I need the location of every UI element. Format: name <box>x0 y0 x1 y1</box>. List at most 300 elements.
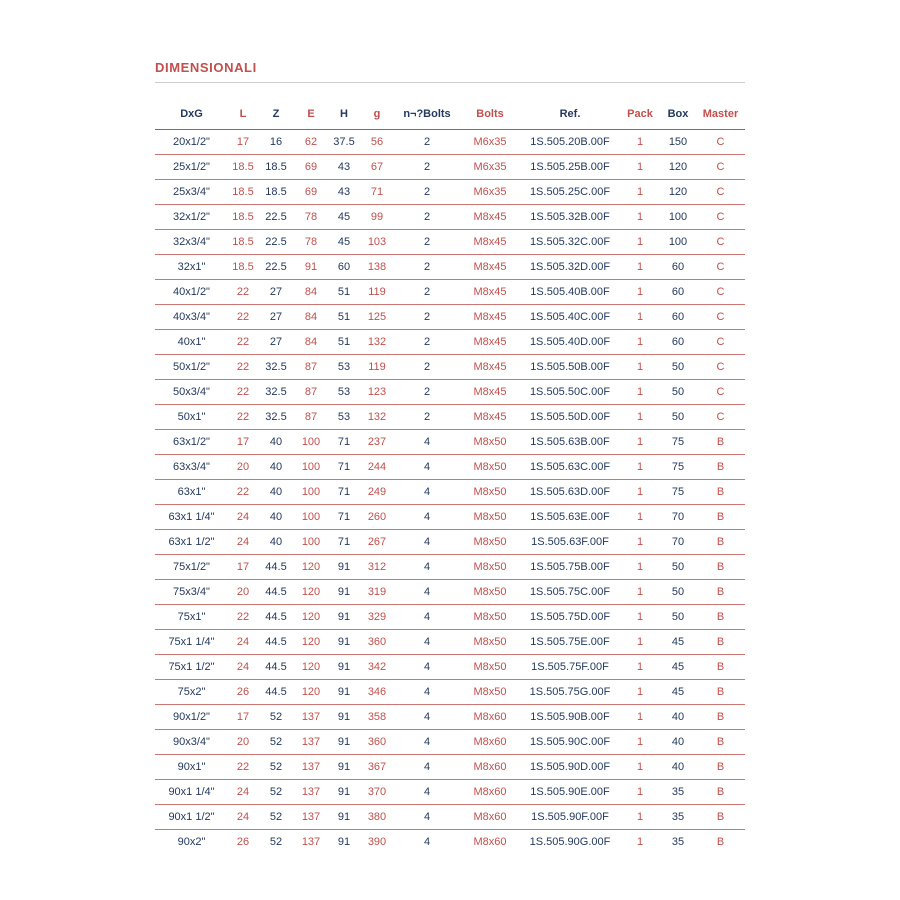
table-cell: B <box>716 710 725 723</box>
table-cell: 1 <box>636 460 644 473</box>
table-cell: 103 <box>367 235 387 248</box>
table-cell: M8x60 <box>473 760 507 773</box>
table-cell: 50x1/2" <box>173 360 210 373</box>
table-cell: 91 <box>337 835 351 848</box>
table-cell: C <box>716 235 725 248</box>
table-cell: 4 <box>423 835 431 848</box>
table-cell: 1S.505.50B.00F <box>530 360 610 373</box>
table-cell: 4 <box>423 435 431 448</box>
table-row <box>155 179 745 204</box>
table-cell: 44.5 <box>265 610 287 623</box>
table-cell: 22.5 <box>265 260 287 273</box>
table-cell: 24 <box>236 535 250 548</box>
table-cell: 137 <box>301 710 321 723</box>
table-cell: 40 <box>269 460 283 473</box>
table-cell: 87 <box>304 410 318 423</box>
table-cell: 22 <box>236 360 250 373</box>
table-cell: 1S.505.63B.00F <box>530 435 610 448</box>
table-cell: 40 <box>269 510 283 523</box>
table-cell: 2 <box>423 235 431 248</box>
dimensional-sheet <box>155 60 745 854</box>
table-cell: 22 <box>236 410 250 423</box>
table-cell: 91 <box>337 710 351 723</box>
table-cell: M8x45 <box>473 235 507 248</box>
column-header: E <box>307 107 315 120</box>
table-cell: 2 <box>423 385 431 398</box>
table-cell: 120 <box>301 560 321 573</box>
table-row <box>155 304 745 329</box>
table-cell: 71 <box>337 535 351 548</box>
table-cell: 63x1/2" <box>173 435 210 448</box>
table-cell: 52 <box>269 785 283 798</box>
table-cell: 62 <box>304 135 318 148</box>
table-cell: 99 <box>370 210 384 223</box>
table-cell: 1 <box>636 410 644 423</box>
table-cell: 71 <box>337 460 351 473</box>
table-row <box>155 754 745 779</box>
table-cell: 32x1/2" <box>173 210 210 223</box>
table-cell: 1S.505.63E.00F <box>530 510 610 523</box>
table-cell: M8x50 <box>473 660 507 673</box>
table-cell: M8x50 <box>473 560 507 573</box>
table-cell: 91 <box>337 785 351 798</box>
table-cell: M8x50 <box>473 460 507 473</box>
table-cell: 91 <box>337 610 351 623</box>
table-cell: 90x1 1/2" <box>168 810 215 823</box>
table-cell: 45 <box>671 660 685 673</box>
table-cell: M8x45 <box>473 410 507 423</box>
table-cell: 32.5 <box>265 410 287 423</box>
table-cell: B <box>716 485 725 498</box>
table-cell: 2 <box>423 360 431 373</box>
table-cell: 53 <box>337 410 351 423</box>
table-cell: B <box>716 785 725 798</box>
table-cell: 4 <box>423 560 431 573</box>
table-cell: 26 <box>236 685 250 698</box>
column-header: L <box>239 107 247 120</box>
table-cell: 1 <box>636 785 644 798</box>
table-cell: 50 <box>671 385 685 398</box>
table-header-row <box>155 83 745 129</box>
column-header: Z <box>272 107 280 120</box>
table-cell: 16 <box>269 135 283 148</box>
table-cell: M8x50 <box>473 635 507 648</box>
table-cell: 40 <box>671 760 685 773</box>
table-cell: 1S.505.75D.00F <box>529 610 611 623</box>
table-cell: 2 <box>423 210 431 223</box>
table-cell: 52 <box>269 710 283 723</box>
table-cell: 71 <box>337 435 351 448</box>
table-cell: 18.5 <box>232 160 254 173</box>
table-cell: 43 <box>337 160 351 173</box>
table-cell: B <box>716 510 725 523</box>
table-cell: 1 <box>636 385 644 398</box>
table-cell: M6x35 <box>473 135 507 148</box>
table-cell: M6x35 <box>473 160 507 173</box>
table-row <box>155 129 745 154</box>
table-cell: 60 <box>337 260 351 273</box>
table-cell: 53 <box>337 360 351 373</box>
table-cell: 125 <box>367 310 387 323</box>
table-cell: 90x1 1/4" <box>168 785 215 798</box>
table-cell: 237 <box>367 435 387 448</box>
table-cell: 84 <box>304 285 318 298</box>
table-cell: 51 <box>337 310 351 323</box>
table-cell: 90x1/2" <box>173 710 210 723</box>
table-cell: 260 <box>367 510 387 523</box>
table-cell: 17 <box>236 710 250 723</box>
table-cell: 360 <box>367 735 387 748</box>
table-cell: 4 <box>423 760 431 773</box>
table-cell: 249 <box>367 485 387 498</box>
table-cell: 51 <box>337 285 351 298</box>
table-cell: 50 <box>671 360 685 373</box>
table-cell: 1S.505.63F.00F <box>531 535 609 548</box>
table-cell: 27 <box>269 335 283 348</box>
table-row <box>155 354 745 379</box>
table-cell: 1S.505.75F.00F <box>531 660 609 673</box>
table-cell: M8x60 <box>473 785 507 798</box>
table-cell: M8x50 <box>473 685 507 698</box>
table-cell: 1S.505.90B.00F <box>530 710 610 723</box>
table-cell: 17 <box>236 560 250 573</box>
table-cell: 24 <box>236 785 250 798</box>
column-header: n¬?Bolts <box>403 107 451 120</box>
table-cell: C <box>716 385 725 398</box>
table-cell: M8x50 <box>473 535 507 548</box>
table-cell: 71 <box>337 510 351 523</box>
table-cell: 32.5 <box>265 385 287 398</box>
table-cell: 44.5 <box>265 585 287 598</box>
table-cell: 100 <box>301 510 321 523</box>
table-cell: 1S.505.90E.00F <box>530 785 610 798</box>
table-cell: 44.5 <box>265 560 287 573</box>
table-cell: 1S.505.32B.00F <box>530 210 610 223</box>
table-cell: 1S.505.32C.00F <box>529 235 611 248</box>
table-cell: B <box>716 585 725 598</box>
table-cell: 91 <box>337 735 351 748</box>
table-cell: 52 <box>269 810 283 823</box>
table-cell: 1 <box>636 610 644 623</box>
table-cell: C <box>716 335 725 348</box>
table-cell: B <box>716 460 725 473</box>
table-cell: 1 <box>636 660 644 673</box>
table-cell: 35 <box>671 785 685 798</box>
table-cell: 90x1" <box>177 760 206 773</box>
table-cell: 63x1 1/2" <box>168 535 215 548</box>
table-cell: 22 <box>236 760 250 773</box>
table-cell: 1 <box>636 560 644 573</box>
table-cell: 75x1 1/2" <box>168 660 215 673</box>
table-cell: 329 <box>367 610 387 623</box>
table-cell: 1 <box>636 260 644 273</box>
table-cell: M8x60 <box>473 835 507 848</box>
table-cell: 27 <box>269 285 283 298</box>
table-cell: 78 <box>304 210 318 223</box>
table-cell: 120 <box>301 585 321 598</box>
table-cell: 24 <box>236 660 250 673</box>
table-cell: 4 <box>423 460 431 473</box>
table-cell: 87 <box>304 385 318 398</box>
table-cell: C <box>716 285 725 298</box>
table-cell: C <box>716 360 725 373</box>
table-cell: 244 <box>367 460 387 473</box>
table-cell: 45 <box>337 210 351 223</box>
table-cell: 1 <box>636 685 644 698</box>
table-cell: M8x45 <box>473 310 507 323</box>
table-cell: M8x50 <box>473 510 507 523</box>
table-cell: 78 <box>304 235 318 248</box>
table-row <box>155 829 745 854</box>
table-cell: 44.5 <box>265 660 287 673</box>
table-cell: 75x3/4" <box>173 585 210 598</box>
table-cell: B <box>716 560 725 573</box>
table-cell: 40 <box>269 485 283 498</box>
table-cell: 1 <box>636 760 644 773</box>
table-cell: C <box>716 410 725 423</box>
table-cell: 18.5 <box>232 210 254 223</box>
table-cell: B <box>716 760 725 773</box>
table-row <box>155 279 745 304</box>
table-cell: 20 <box>236 735 250 748</box>
table-cell: 60 <box>671 335 685 348</box>
table-cell: 4 <box>423 635 431 648</box>
table-cell: 71 <box>337 485 351 498</box>
table-cell: 69 <box>304 185 318 198</box>
table-cell: 60 <box>671 285 685 298</box>
table-cell: M6x35 <box>473 185 507 198</box>
table-cell: 1 <box>636 435 644 448</box>
table-cell: 1 <box>636 735 644 748</box>
table-cell: 367 <box>367 760 387 773</box>
table-cell: 2 <box>423 285 431 298</box>
table-row <box>155 704 745 729</box>
table-cell: 50x3/4" <box>173 385 210 398</box>
table-cell: 1 <box>636 185 644 198</box>
table-cell: 1S.505.40D.00F <box>529 335 611 348</box>
table-cell: 1S.505.75C.00F <box>529 585 611 598</box>
dimensions-table <box>155 83 745 854</box>
table-cell: 22.5 <box>265 235 287 248</box>
table-cell: M8x45 <box>473 260 507 273</box>
table-cell: 1S.505.20B.00F <box>530 135 610 148</box>
table-cell: 1 <box>636 135 644 148</box>
table-cell: 52 <box>269 735 283 748</box>
table-cell: 1S.505.25C.00F <box>529 185 611 198</box>
table-cell: 267 <box>367 535 387 548</box>
table-cell: 75x1 1/4" <box>168 635 215 648</box>
table-cell: 45 <box>671 685 685 698</box>
table-cell: 91 <box>337 635 351 648</box>
table-row <box>155 479 745 504</box>
table-cell: 1 <box>636 485 644 498</box>
table-cell: 50x1" <box>177 410 206 423</box>
table-cell: 4 <box>423 735 431 748</box>
column-header: g <box>373 107 381 120</box>
table-cell: 1S.505.32D.00F <box>529 260 611 273</box>
table-cell: 4 <box>423 535 431 548</box>
table-cell: 1 <box>636 635 644 648</box>
page-title: DIMENSIONALI <box>155 60 745 83</box>
table-cell: B <box>716 685 725 698</box>
table-cell: 22 <box>236 610 250 623</box>
table-cell: 44.5 <box>265 685 287 698</box>
table-cell: 40 <box>269 535 283 548</box>
table-cell: 4 <box>423 610 431 623</box>
table-cell: 44.5 <box>265 635 287 648</box>
table-cell: C <box>716 260 725 273</box>
table-cell: 100 <box>301 485 321 498</box>
table-cell: B <box>716 835 725 848</box>
table-cell: 1S.505.25B.00F <box>530 160 610 173</box>
table-cell: 51 <box>337 335 351 348</box>
table-cell: 20 <box>236 585 250 598</box>
table-cell: 90x3/4" <box>173 735 210 748</box>
table-cell: 35 <box>671 810 685 823</box>
table-row <box>155 554 745 579</box>
table-cell: 4 <box>423 810 431 823</box>
table-cell: 346 <box>367 685 387 698</box>
column-header: Ref. <box>559 107 581 120</box>
table-cell: 4 <box>423 710 431 723</box>
table-cell: 4 <box>423 685 431 698</box>
table-cell: 1S.505.75B.00F <box>530 560 610 573</box>
table-cell: 1 <box>636 285 644 298</box>
table-cell: 1S.505.50C.00F <box>529 385 611 398</box>
table-row <box>155 454 745 479</box>
table-cell: 45 <box>337 235 351 248</box>
table-cell: 120 <box>301 635 321 648</box>
table-row <box>155 229 745 254</box>
table-cell: 22 <box>236 285 250 298</box>
table-cell: 137 <box>301 785 321 798</box>
table-cell: 91 <box>337 660 351 673</box>
table-cell: B <box>716 660 725 673</box>
table-cell: 319 <box>367 585 387 598</box>
table-cell: M8x50 <box>473 610 507 623</box>
column-header: Bolts <box>476 107 504 120</box>
table-cell: 1 <box>636 510 644 523</box>
table-cell: C <box>716 210 725 223</box>
table-cell: M8x45 <box>473 285 507 298</box>
table-cell: 360 <box>367 635 387 648</box>
table-cell: 1S.505.50D.00F <box>529 410 611 423</box>
table-cell: 50 <box>671 610 685 623</box>
table-row <box>155 729 745 754</box>
table-cell: 32x1" <box>177 260 206 273</box>
table-cell: 75x1/2" <box>173 560 210 573</box>
table-cell: 75x2" <box>177 685 206 698</box>
table-cell: 32x3/4" <box>173 235 210 248</box>
table-row <box>155 504 745 529</box>
table-cell: 4 <box>423 660 431 673</box>
table-cell: 2 <box>423 185 431 198</box>
table-cell: 100 <box>301 435 321 448</box>
table-cell: 132 <box>367 410 387 423</box>
table-cell: 100 <box>301 460 321 473</box>
table-row <box>155 604 745 629</box>
table-cell: 1 <box>636 710 644 723</box>
table-cell: 1S.505.40B.00F <box>530 285 610 298</box>
table-cell: 50 <box>671 560 685 573</box>
table-cell: 1 <box>636 210 644 223</box>
table-cell: 22 <box>236 335 250 348</box>
table-cell: M8x60 <box>473 810 507 823</box>
table-cell: 120 <box>301 685 321 698</box>
table-cell: 40 <box>671 735 685 748</box>
table-cell: 70 <box>671 535 685 548</box>
table-row <box>155 329 745 354</box>
table-cell: B <box>716 435 725 448</box>
table-cell: 63x3/4" <box>173 460 210 473</box>
column-header: H <box>340 107 348 120</box>
table-cell: 63x1 1/4" <box>168 510 215 523</box>
table-cell: 67 <box>370 160 384 173</box>
table-row <box>155 679 745 704</box>
table-cell: M8x50 <box>473 585 507 598</box>
column-header: Master <box>702 107 739 120</box>
table-cell: 1 <box>636 585 644 598</box>
table-cell: 1 <box>636 835 644 848</box>
column-header: Box <box>667 107 689 120</box>
table-cell: 91 <box>304 260 318 273</box>
table-cell: 40x1" <box>177 335 206 348</box>
table-cell: 358 <box>367 710 387 723</box>
table-cell: B <box>716 635 725 648</box>
table-cell: 87 <box>304 360 318 373</box>
table-cell: 2 <box>423 135 431 148</box>
table-cell: 40x1/2" <box>173 285 210 298</box>
table-cell: 26 <box>236 835 250 848</box>
table-cell: 32.5 <box>265 360 287 373</box>
table-row <box>155 404 745 429</box>
table-cell: 4 <box>423 785 431 798</box>
table-cell: 2 <box>423 410 431 423</box>
table-cell: 53 <box>337 385 351 398</box>
table-cell: 137 <box>301 735 321 748</box>
table-cell: 4 <box>423 510 431 523</box>
table-cell: 1S.505.63D.00F <box>529 485 611 498</box>
table-cell: 150 <box>668 135 688 148</box>
table-cell: 120 <box>301 610 321 623</box>
table-cell: 91 <box>337 585 351 598</box>
table-cell: B <box>716 610 725 623</box>
table-cell: 1S.505.90C.00F <box>529 735 611 748</box>
table-cell: 312 <box>367 560 387 573</box>
table-cell: 40x3/4" <box>173 310 210 323</box>
table-cell: 18.5 <box>232 235 254 248</box>
table-cell: 2 <box>423 335 431 348</box>
table-cell: 17 <box>236 135 250 148</box>
table-cell: M8x45 <box>473 385 507 398</box>
table-cell: 100 <box>668 235 688 248</box>
table-cell: 37.5 <box>333 135 355 148</box>
table-cell: 1 <box>636 310 644 323</box>
table-cell: 45 <box>671 635 685 648</box>
table-cell: 1 <box>636 335 644 348</box>
table-row <box>155 654 745 679</box>
table-cell: C <box>716 160 725 173</box>
table-cell: 90x2" <box>177 835 206 848</box>
table-cell: 69 <box>304 160 318 173</box>
table-cell: M8x60 <box>473 735 507 748</box>
table-cell: 24 <box>236 810 250 823</box>
table-cell: 120 <box>668 185 688 198</box>
table-row <box>155 579 745 604</box>
table-row <box>155 629 745 654</box>
column-header: DxG <box>180 107 203 120</box>
table-cell: 18.5 <box>232 260 254 273</box>
